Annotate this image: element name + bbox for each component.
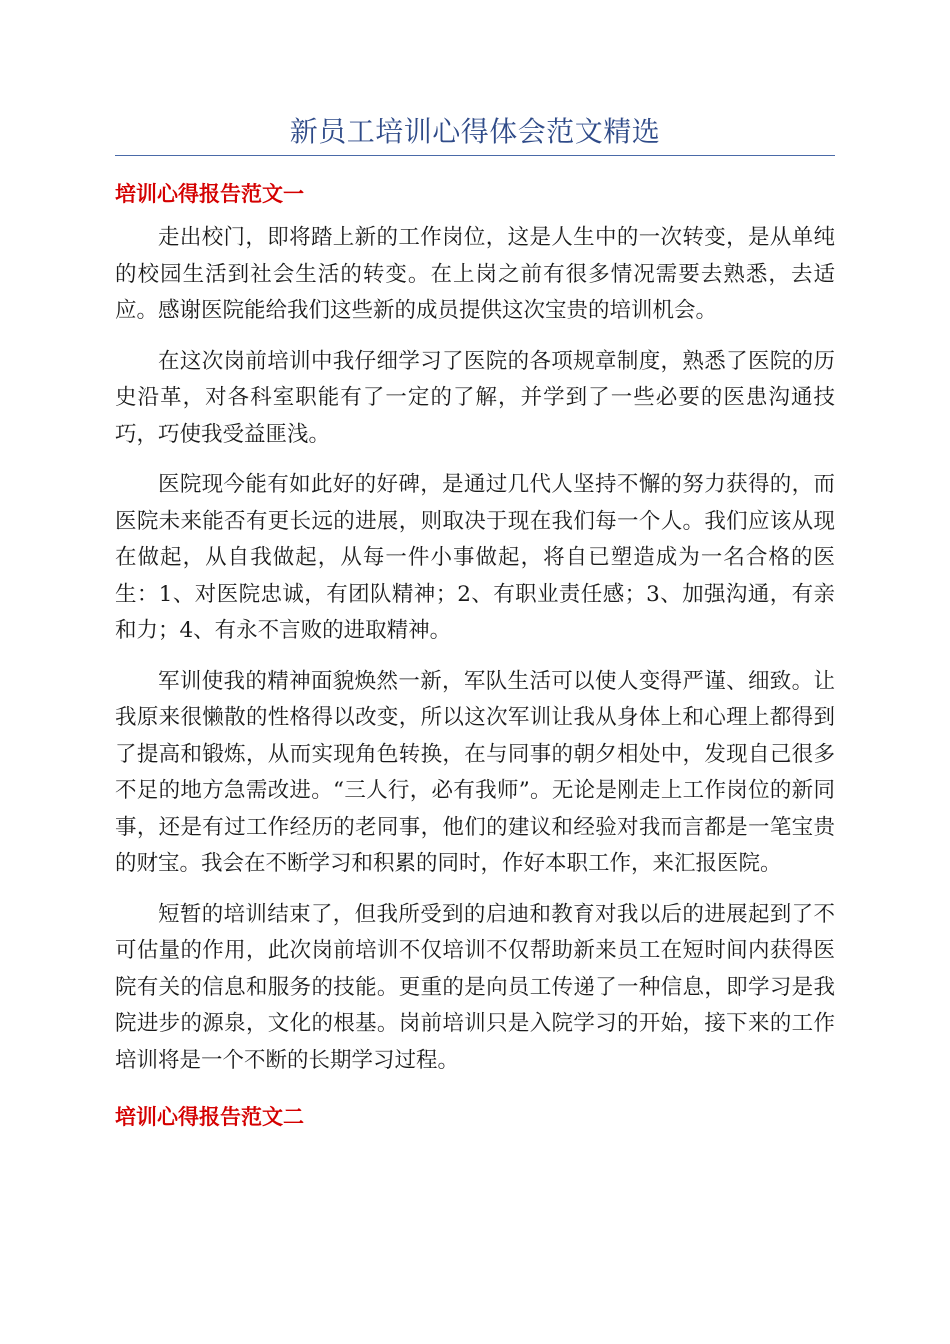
document-title: 新员工培训心得体会范文精选	[289, 115, 661, 148]
paragraph-5: 短暂的培训结束了，但我所受到的启迪和教育对我以后的进展起到了不可估量的作用，此次岗前培训不仅培训不仅帮助新来员工在短时间内获得医院有关的信息和服务的技能。更重的是向员工传递了一种信息，即学习是我院进步的源泉，文化的根基。岗前培训只是入院学习的开始，接下来的工作培训将是一个不断的长期学习过程。	[115, 901, 835, 1073]
paragraph-2: 在这次岗前培训中我仔细学习了医院的各项规章制度，熟悉了医院的历史沿革，对各科室职能有了一定的了解，并学到了一些必要的医患沟通技巧，巧使我受益匪浅。	[115, 348, 835, 447]
title-underline-rule	[115, 155, 835, 156]
document-body	[115, 176, 835, 1135]
section-heading-1: 培训心得报告范文一	[115, 182, 304, 206]
paragraph-4: 军训使我的精神面貌焕然一新，军队生活可以使人变得严谨、细致。让我原来很懒散的性格得以改变，所以这次军训让我从身体上和心理上都得到了提高和锻炼，从而实现角色转换，在与同事的朝夕相处中，发现自己很多不足的地方急需改进。“三人行，必有我师”。无论是刚走上工作岗位的新同事，还是有过工作经历的老同事，他们的建议和经验对我而言都是一笔宝贵的财宝。我会在不断学习和积累的同时，作好本职工作，来汇报医院。	[115, 668, 835, 876]
paragraph-3: 医院现今能有如此好的好碑，是通过几代人坚持不懈的努力获得的，而医院未来能否有更长远的进展，则取决于现在我们每一个人。我们应该从现在做起，从自我做起，从每一件小事做起，将自已塑造成为一名合格的医生：1、对医院忠诚，有团队精神；2、有职业责任感；3、加强沟通，有亲和力；4、有永不言败的进取精神。	[115, 472, 835, 643]
section-heading-2: 培训心得报告范文二	[115, 1105, 304, 1129]
paragraph-1: 走出校门，即将踏上新的工作岗位，这是人生中的一次转变，是从单纯的校园生活到社会生活的转变。在上岗之前有很多情况需要去熟悉，去适应。感谢医院能给我们这些新的成员提供这次宝贵的培训机会。	[115, 225, 835, 323]
